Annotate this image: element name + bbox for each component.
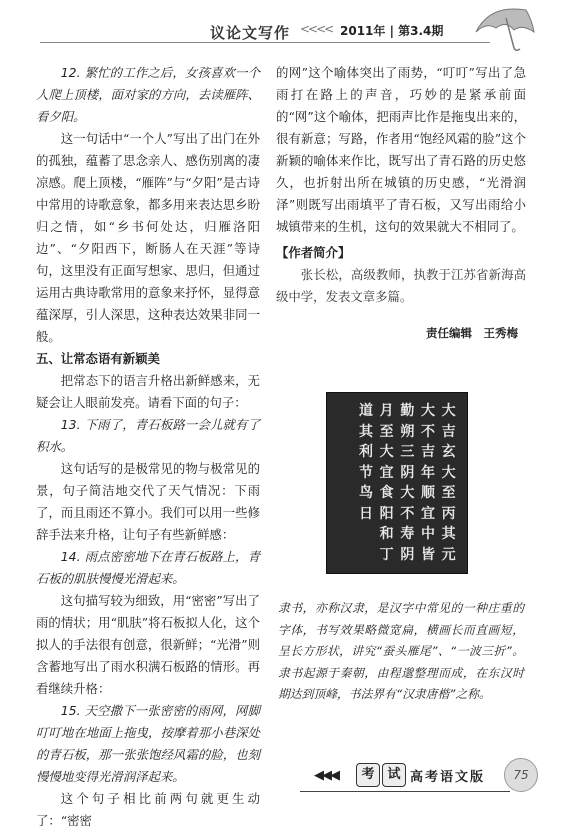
- calligraphy-char: 宜: [421, 505, 435, 522]
- calligraphy-char: 年: [421, 464, 435, 481]
- footer-box-kao: 考: [356, 763, 380, 787]
- umbrella-icon: [470, 2, 540, 52]
- footer-box-shi: 试: [382, 763, 406, 787]
- page-number: 75: [504, 758, 538, 792]
- calligraphy-char: 其: [441, 526, 456, 542]
- analysis-paragraph-2: 这句话写的是极常见的物与极常见的景，句子简洁地交代了天气情况：下雨了，而且雨还不算小。我们可以用一些修辞手法来升格，让句子有些新鲜感：: [36, 461, 260, 542]
- calligraphy-char: 朔: [400, 423, 415, 440]
- right-column: [276, 62, 526, 344]
- footer-journal-title: 高考语文版: [410, 770, 486, 785]
- calligraphy-char: 节: [359, 464, 373, 481]
- editor-credit: 责任编辑 王秀梅: [426, 326, 518, 340]
- example-14: 14. 雨点密密地下在青石板路上，青石板的肌肤慢慢光滑起来。: [36, 549, 260, 586]
- analysis-continued: 的网”这个喻体突出了雨势，“叮叮”写出了急雨打在路上的声音，巧妙的是紧承前面的“网”这个喻体，把雨声比作是拖曳出来的，很有新意；写路，作者用“饱经风霜的脸”这个新颖的喻体来作比，既写出了青石路的历史悠久，也折射出所在城镇的历史感，“光滑润泽”则既写出雨填平了青石板，又写出雨给小城镇带来的生机，这句的效果就大不相同了。: [276, 65, 526, 234]
- calligraphy-char: 至: [441, 485, 456, 501]
- author-heading: 【作者简介】: [276, 245, 351, 260]
- calligraphy-char: 勤: [400, 403, 415, 419]
- calligraphy-char: 不: [400, 505, 415, 522]
- calligraphy-char: 鸟: [359, 485, 373, 501]
- calligraphy-char: 阴: [400, 464, 415, 481]
- calligraphy-char: 食: [379, 485, 394, 501]
- calligraphy-char: 皆: [421, 546, 435, 563]
- calligraphy-char: 至: [379, 423, 394, 440]
- calligraphy-char: 阴: [400, 546, 415, 563]
- calligraphy-char: 寿: [400, 526, 415, 542]
- calligraphy-char: 吉: [421, 444, 435, 460]
- calligraphy-char: 吉: [441, 423, 456, 440]
- calligraphy-char: 元: [441, 546, 456, 563]
- page-header: [0, 0, 581, 52]
- calligraphy-characters: [335, 401, 459, 565]
- calligraphy-char: 不: [421, 423, 435, 440]
- calligraphy-char: 大: [441, 464, 456, 481]
- journal-section-title: 议论文写作: [210, 24, 291, 42]
- left-column: [36, 62, 260, 832]
- calligraphy-char: 丙: [441, 505, 456, 522]
- calligraphy-char: 大: [441, 403, 456, 419]
- calligraphy-char: 三: [400, 444, 415, 460]
- calligraphy-char: 顺: [421, 485, 435, 501]
- analysis-paragraph-1: 这一句话中“一个人”写出了出门在外的孤独，蕴蓄了思念亲人、感伤别离的凄凉感。爬上顶楼，“雁阵”与“夕阳”是古诗中常用的诗歌意象，都多用来表达思乡盼归之情，如“乡书何处达，归雁洛阳边”、“夕阳西下，断肠人在天涯”等诗句，这里没有正面写想家、思归，但通过运用古典诗歌常用的意象来抒怀，显得意蕴深厚，引人深思，这种表达效果非同一般。: [36, 131, 260, 344]
- calligraphy-char: 和: [379, 526, 394, 542]
- calligraphy-rubbing-image: [326, 392, 468, 574]
- footer-rule: [300, 791, 510, 792]
- author-bio: 张长松，高级教师，执教于江苏省新海高级中学，发表文章多篇。: [276, 267, 526, 304]
- calligraphy-char: 丁: [379, 546, 394, 563]
- page-footer: [0, 752, 581, 800]
- calligraphy-char: 大: [400, 485, 415, 501]
- calligraphy-char: 大: [421, 403, 435, 419]
- example-13: 13. 下雨了，青石板路一会儿就有了积水。: [36, 417, 260, 454]
- footer-arrows-icon: ◀◀◀: [314, 768, 338, 783]
- calligraphy-char: 日: [359, 505, 373, 522]
- calligraphy-char: 宜: [379, 464, 394, 481]
- calligraphy-char: 大: [379, 444, 394, 460]
- example-15: 15. 天空撒下一张密密的雨网，网脚叮叮地在地面上拖曳，按摩着那小巷深处的青石板，那一张张饱经风霜的脸，也刻慢慢地变得光滑润泽起来。: [36, 703, 260, 784]
- example-12: 12. 繁忙的工作之后，女孩喜欢一个人爬上顶楼，面对家的方向，去读雁阵、看夕阳。: [36, 65, 260, 124]
- calligraphy-char: 玄: [441, 444, 456, 460]
- calligraphy-char: 道: [359, 403, 373, 419]
- calligraphy-char: 其: [359, 423, 373, 440]
- analysis-paragraph-3: 这句描写较为细致，用“密密”写出了雨的情状；用“肌肤”将石板拟人化，这个拟人的手法很有创意，很新鲜；“光滑”则含蓄地写出了雨水积满石板路的情形。再看继续升格：: [36, 593, 260, 696]
- header-arrows: <<<<: [300, 22, 333, 36]
- calligraphy-char: 月: [379, 403, 394, 419]
- calligraphy-char: 利: [359, 444, 373, 460]
- calligraphy-caption: 隶书，亦称汉隶，是汉字中常见的一种庄重的字体，书写效果略微宽扁，横画长而直画短，呈长方形状，讲究“蚕头雁尾”、“一波三折”。隶书起源于秦朝，由程邈整理而成，在东汉时期达到顶峰，书法界有“汉隶唐楷”之称。: [278, 601, 524, 701]
- analysis-paragraph-4: 这个句子相比前两句就更生动了：“密密: [36, 791, 260, 828]
- intro-paragraph: 把常态下的语言升格出新鲜感来，无疑会让人眼前发亮。请看下面的句子：: [36, 373, 260, 410]
- issue-label: 2011年 | 第3.4期: [340, 24, 444, 38]
- section-heading: 五、让常态语有新颖美: [36, 351, 160, 366]
- calligraphy-char: 中: [421, 526, 435, 542]
- calligraphy-char: 阳: [379, 505, 394, 522]
